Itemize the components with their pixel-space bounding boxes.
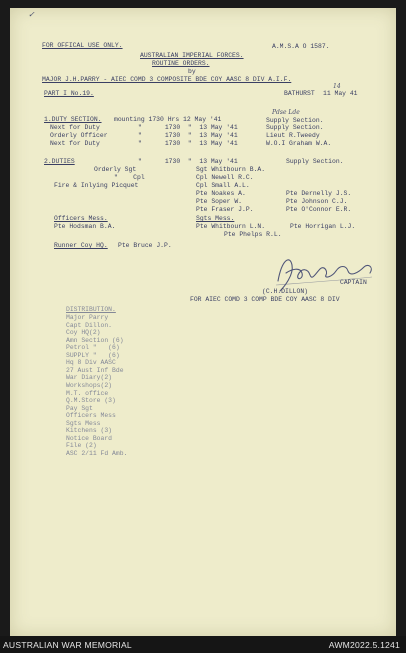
next-duty-label: Next for Duty [50,124,100,131]
next-duty-2-detail: " 1730 " 13 May '41 [138,140,238,147]
picquet-member: Pte Fraser J.P. [196,206,254,213]
sgts-mess-member: Pte Phelps R.L. [224,231,282,238]
routine-orders-title: ROUTINE ORDERS. [152,60,210,67]
distribution-item: File (2) [66,442,97,450]
picquet-member: Pte Soper W. [196,198,243,205]
footer-reference: AWM2022.5.1241 [328,640,400,650]
part-number: PART I No.19. [44,90,94,97]
picquet-member: Pte Dernelly J.S. [286,190,352,197]
officers-mess-value: Pte Hodsman B.A. [54,223,116,230]
sgts-mess-member: Pte Horrigan L.J. [290,223,356,230]
runner-label: Runner Coy HQ. [54,242,108,249]
picquet-label: Fire & Inlying Picquet [54,182,139,189]
footer-bar [0,636,406,653]
signatory-for: FOR AIEC COMD 3 COMP BDE COY AASC 8 DIV [190,296,340,303]
force-title: AUSTRALIAN IMPERIAL FORCES. [140,52,244,59]
distribution-item: Amn Section (6) [66,336,124,344]
picquet-member: Cpl Small A.L. [196,182,250,189]
orderly-sgt-value: Sgt Whitbourn B.A. [196,166,266,173]
orderly-officer-value: Lieut R.Tweedy [266,132,320,139]
duties-label: 2.DUTIES [44,158,75,165]
distribution-item: Workshops(2) [66,381,113,389]
commander-line: MAJOR J.H.PARRY - AIEC COMD 3 COMPOSITE BDE COY AASC 8 DIV A.I.F. [42,76,292,83]
picquet-member: Pte O'Connor E.R. [286,206,352,213]
distribution-title: DISTRIBUTION. [66,306,116,313]
form-number: A.M.S.A O 1587. [272,43,330,50]
corner-mark: ✓ [28,10,35,19]
distribution-item: War Diary(2) [66,374,113,382]
cpl-value: Cpl Newell R.C. [196,174,254,181]
sgts-mess-label: Sgts Mess. [196,215,235,222]
orderly-sgt-label: Orderly Sgt [94,166,137,173]
order-date: 11 May 41 [323,90,358,97]
distribution-item: Sgts Mess [66,419,101,427]
next-duty-2-value: W.O.I Graham W.A. [266,140,332,147]
signatory-rank: CAPTAIN [340,279,367,286]
orderly-officer-label: Orderly Officer [50,132,108,139]
duties-detail: " 1730 " 13 May '41 [138,158,238,165]
sgts-mess-member: Pte Whitbourn L.N. [196,223,266,230]
next-duty-detail: " 1730 " 13 May '41 [138,124,238,131]
distribution-item: SUPPLY " (6) [66,351,120,359]
distribution-item: M.T. office [66,389,109,397]
orderly-officer-detail: " 1730 " 13 May '41 [138,132,238,139]
picquet-member: Pte Noakes A. [196,190,246,197]
distribution-item: Major Parry [66,314,109,321]
officers-mess-label: Officers Mess. [54,215,108,222]
footer-institution: AUSTRALIAN WAR MEMORIAL [3,640,132,650]
signatory-name: (C.H.DILLON) [262,288,309,295]
distribution-item: 27 Aust Inf Bde [66,366,124,374]
handwritten-note: Pdse Lde [272,109,300,116]
picquet-member: Pte Johnson C.J. [286,198,348,205]
duties-value: Supply Section. [286,158,344,165]
by-line: by [188,68,196,75]
distribution-item: Officers Mess [66,412,116,420]
distribution-item: Q.M.Store (3) [66,397,116,405]
cpl-label: " Cpl [114,174,145,181]
distribution-item: Notice Board [66,434,113,442]
next-duty-2-label: Next for Duty [50,140,100,147]
duty-section-value: Supply Section. [266,117,324,124]
duty-section-detail: mounting 1730 Hrs 12 May '41 [114,116,222,123]
official-use-line: FOR OFFICAL USE ONLY. [42,42,123,49]
next-duty-value: Supply Section. [266,124,324,131]
distribution-item: Pay Sgt [66,404,93,412]
place: BATHURST [284,90,315,97]
document-page [10,8,396,636]
handwritten-date: 14 [333,83,341,90]
distribution-item: ASC 2/11 Fd Amb. [66,449,128,457]
distribution-item: Kitchens (3) [66,427,113,435]
distribution-item: Petrol " (6) [66,344,120,352]
distribution-item: Capt Dillon. [66,321,113,329]
runner-value: Pte Bruce J.P. [118,242,172,249]
distribution-item: Hq 8 Div AASC [66,359,116,367]
duty-section-label: 1.DUTY SECTION. [44,116,102,123]
distribution-item: Coy HQ(2) [66,329,101,337]
